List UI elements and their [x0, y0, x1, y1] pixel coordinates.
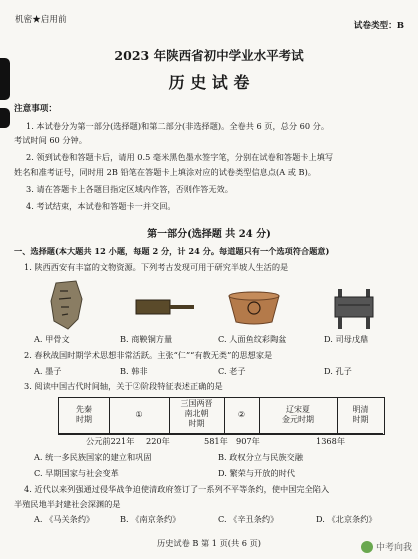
painted-pottery-basin-image: [226, 288, 282, 326]
timeline: [58, 397, 385, 435]
simuwu-ding-image: [332, 287, 376, 331]
q3-option-a: A. 统一多民族国家的建立和巩固: [34, 452, 152, 462]
part1-title: 第一部分(选择题 共 24 分): [147, 229, 271, 240]
notes-heading: 注意事项：: [14, 104, 57, 114]
q2-option-c: C. 老子: [218, 366, 246, 376]
timeline-axis: [58, 433, 383, 434]
timeline-year: 581年: [204, 436, 228, 446]
timeline-year: 公元前221年: [86, 436, 135, 446]
timeline-year: 220年: [146, 436, 170, 446]
exam-title: 2023 年陕西省初中学业水平考试: [114, 48, 304, 63]
q2-option-b: B. 韩非: [120, 366, 148, 376]
subject-title: 历 史 试 卷: [168, 73, 250, 92]
q2-option-a: A. 墨子: [34, 366, 62, 376]
q3-option-c: C. 早期国家与社会变革: [34, 468, 119, 478]
timeline-cell-pre-qin: 先秦 时期: [76, 405, 92, 424]
timeline-cell-2: ②: [237, 410, 246, 419]
note-line: 1. 本试卷分为第一部分(选择题)和第二部分(非选择题)。全卷共 6 页，总分 60 分。: [26, 121, 330, 131]
timeline-year: 907年: [236, 436, 260, 446]
timeline-cell-liao-song: 辽宋夏 金元时期: [282, 405, 314, 424]
q1-option-d: D. 司母戊鼎: [324, 334, 369, 344]
timeline-cell-three-kingdoms: 三国两晋 南北朝 时期: [180, 399, 213, 428]
question-3-stem: 3. 阅读中国古代时间轴，关于②阶段特征表述正确的是: [24, 381, 223, 391]
q1-option-c: C. 人面鱼纹彩陶盆: [218, 334, 287, 344]
note-line: 姓名和准考证号，同时用 2B 铅笔在答题卡上填涂对应的试卷类型信息点(A 或 B)。: [14, 167, 316, 177]
oracle-bone-image: [46, 279, 88, 331]
q3-option-b: B. 政权分立与民族交融: [218, 452, 303, 462]
note-line: 2. 领到试卷和答题卡后，请用 0.5 毫米黑色墨水签字笔，分别在试卷和答题卡上填写: [26, 152, 334, 162]
q1-option-b: B. 商鞅铜方量: [120, 334, 173, 344]
q3-option-d: D. 繁荣与开放的时代: [218, 468, 295, 478]
binding-mark: [0, 108, 10, 128]
note-line: 考试时间 60 分钟。: [14, 135, 87, 145]
watermark: 中考向我: [361, 540, 412, 554]
confidential-label: 机密★启用前: [15, 15, 67, 25]
shang-yang-bronze-measure-image: [134, 296, 196, 318]
wechat-icon: [361, 541, 373, 553]
q1-option-a: A. 甲骨文: [34, 334, 70, 344]
timeline-cell-1: ①: [135, 410, 143, 419]
timeline-cell-ming-qing: 明清 时期: [352, 405, 369, 424]
q4-option-d: D. 《北京条约》: [316, 514, 377, 524]
paper-type-label: 试卷类型：B: [353, 21, 404, 31]
q4-option-b: B. 《南京条约》: [120, 514, 181, 524]
question-1-stem: 1. 陕西西安有丰富的文物资源。下列考古发现可用于研究半坡人生活的是: [24, 262, 289, 272]
timeline-year: 1368年: [316, 436, 346, 446]
question-4-stem: 4. 近代以来列强通过侵华战争迫使清政府签订了一系列不平等条约，使中国完全陷入: [24, 484, 330, 494]
note-line: 3. 请在答题卡上各题目指定区域内作答，否则作答无效。: [26, 184, 233, 194]
page-footer: 历史试卷 B 第 1 页(共 6 页): [157, 538, 261, 548]
q4-option-a: A. 《马关条约》: [34, 514, 95, 524]
question-2-stem: 2. 春秋战国时期学术思想非常活跃。主张“仁”“有教无类”的思想家是: [24, 350, 273, 360]
question-4-stem-line2: 半殖民地半封建社会深渊的是: [14, 499, 121, 509]
q4-option-c: C. 《辛丑条约》: [218, 514, 279, 524]
section-intro: 一、选择题(本大题共 12 小题，每题 2 分，计 24 分。每道题只有一个选项符合题意): [14, 246, 330, 256]
note-line: 4. 考试结束，本试卷和答题卡一并交回。: [26, 201, 176, 211]
q2-option-d: D. 孔子: [324, 366, 352, 376]
